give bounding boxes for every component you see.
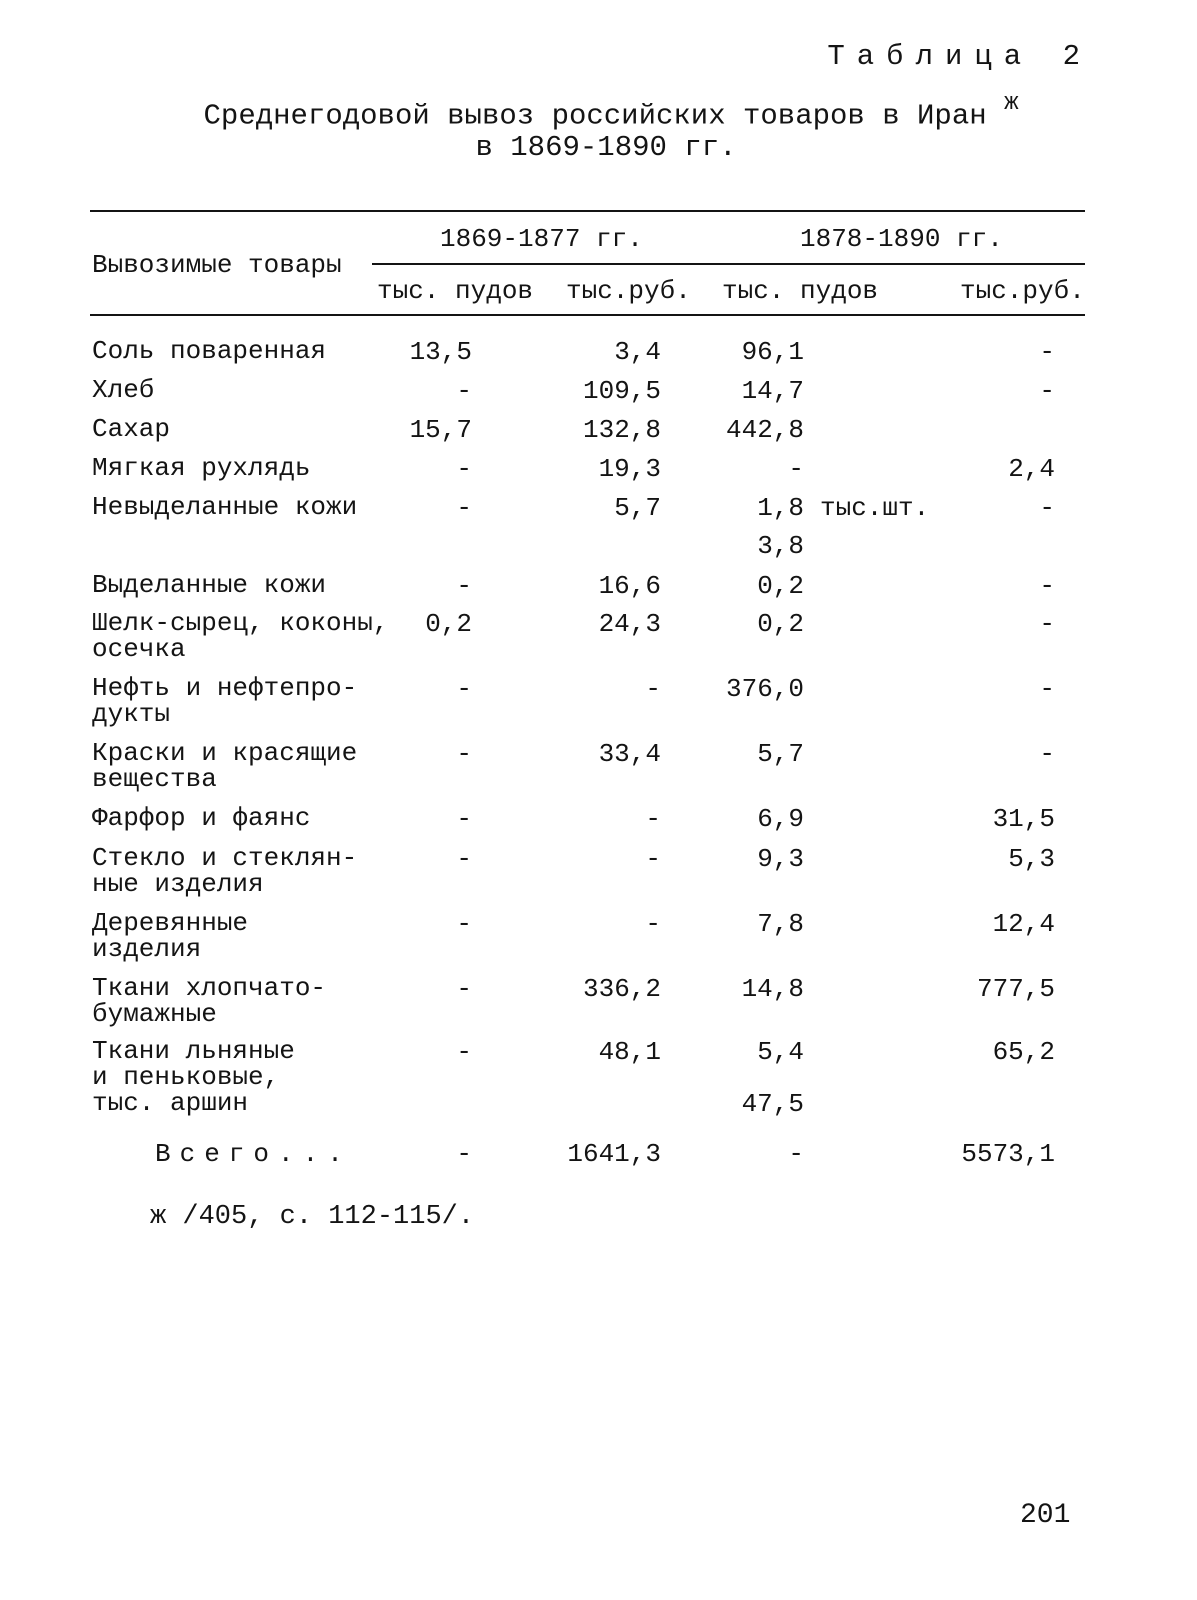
table-cell: 1,8 <box>757 493 804 523</box>
table-cell-extra: 3,8 <box>757 531 804 561</box>
table-cell: 442,8 <box>725 415 804 445</box>
row-label <box>92 494 357 520</box>
row-label <box>92 1038 295 1116</box>
table-cell: - <box>645 674 661 704</box>
row-label-line: Ткани льняные <box>92 1036 295 1066</box>
table-cell: 5,3 <box>1008 844 1055 874</box>
row-label <box>92 675 357 727</box>
table-cell: 6,9 <box>757 804 804 834</box>
table-cell: 5,4 <box>757 1037 804 1067</box>
table-cell: 14,8 <box>741 974 804 1004</box>
table-cell: - <box>1039 609 1055 639</box>
row-label-line: вещества <box>92 764 217 794</box>
table-cell: 336,2 <box>582 974 661 1004</box>
table-cell: - <box>645 909 661 939</box>
row-label-line: Выделанные кожи <box>92 570 327 600</box>
row-label <box>92 377 154 403</box>
row-label-line: Стекло и стеклян- <box>92 843 358 873</box>
table-cell: 19,3 <box>598 454 661 484</box>
row-label <box>92 845 357 897</box>
row-label <box>92 975 326 1027</box>
footnote: ж /405, с. 112-115/. <box>150 1202 475 1232</box>
table-cell: - <box>1039 376 1055 406</box>
table-cell: 14,7 <box>741 376 804 406</box>
table-cell: 7,8 <box>757 909 804 939</box>
table-cell: - <box>456 1037 472 1067</box>
table-cell: 777,5 <box>976 974 1055 1004</box>
table-cell: 12,4 <box>992 909 1055 939</box>
table-cell: - <box>1039 337 1055 367</box>
table-cell: 13,5 <box>409 337 472 367</box>
table-cell: - <box>1039 571 1055 601</box>
unit-note: тыс.шт. <box>820 493 930 523</box>
row-label <box>92 805 310 831</box>
row-label-line: Деревянные <box>92 908 249 938</box>
row-label-line: изделия <box>92 934 202 964</box>
table-cell: 132,8 <box>582 415 661 445</box>
row-label-line: Фарфор и фаянс <box>92 803 311 833</box>
table-cell: - <box>456 376 472 406</box>
title-line1: Среднегодовой вывоз российских товаров в Иран <box>203 99 987 133</box>
table-cell: 2,4 <box>1008 454 1055 484</box>
table-cell: 31,5 <box>992 804 1055 834</box>
table-cell: 33,4 <box>598 739 661 769</box>
header-period2: 1878-1890 гг. <box>800 224 1003 254</box>
row-label-line: ные изделия <box>92 869 264 899</box>
row-label-line: Нефть и нефтепро- <box>92 673 358 703</box>
table-cell: 5,7 <box>757 739 804 769</box>
row-label-line: Сахар <box>92 414 171 444</box>
row-label <box>92 610 388 662</box>
table-cell: 376,0 <box>725 674 804 704</box>
table-cell: - <box>1039 493 1055 523</box>
table-cell: 0,2 <box>757 571 804 601</box>
table-cell: 48,1 <box>598 1037 661 1067</box>
row-label <box>92 455 310 481</box>
row-label <box>92 740 357 792</box>
table-cell: - <box>456 674 472 704</box>
row-label <box>92 338 326 364</box>
row-label-line: осечка <box>92 634 186 664</box>
table-cell: 15,7 <box>409 415 472 445</box>
table-cell: - <box>1039 739 1055 769</box>
total-label: Всего... <box>155 1139 352 1169</box>
table-cell: - <box>456 909 472 939</box>
table-cell: - <box>645 804 661 834</box>
header-goods: Вывозимые товары <box>92 250 342 280</box>
header-unit-poods-2: тыс. пудов <box>722 276 879 306</box>
table-cell: 3,4 <box>614 337 661 367</box>
table-cell: - <box>1039 674 1055 704</box>
table-cell: 24,3 <box>598 609 661 639</box>
table-cell: 5,7 <box>614 493 661 523</box>
total-value: - <box>456 1139 472 1169</box>
page-number: 201 <box>1020 1500 1071 1531</box>
row-label-line: Мягкая рухлядь <box>92 453 311 483</box>
table-cell: 0,2 <box>757 609 804 639</box>
table-cell: - <box>456 571 472 601</box>
row-label-line: дукты <box>92 699 171 729</box>
total-value: 5573,1 <box>961 1139 1055 1169</box>
header-unit-poods-1: тыс. пудов <box>377 276 534 306</box>
row-label-line: Соль поваренная <box>92 336 327 366</box>
header-period1: 1869-1877 гг. <box>440 224 643 254</box>
row-label <box>92 910 248 962</box>
row-label-line: Шелк-сырец, коконы, <box>92 608 389 638</box>
header-unit-rub-2: тыс.руб. <box>960 276 1085 306</box>
table-cell: - <box>788 454 804 484</box>
table-cell: 96,1 <box>741 337 804 367</box>
table-cell: - <box>645 844 661 874</box>
table-cell: 16,6 <box>598 571 661 601</box>
row-label-line: и пеньковые, <box>92 1062 280 1092</box>
table-cell: - <box>456 974 472 1004</box>
table-label: Таблица 2 <box>827 40 1092 73</box>
top-rule <box>90 210 1085 212</box>
row-label-line: Краски и красящие <box>92 738 358 768</box>
total-value: 1641,3 <box>567 1139 661 1169</box>
footnote-mark: ж <box>1004 90 1019 117</box>
row-label-line: Ткани хлопчато- <box>92 973 327 1003</box>
table-cell: - <box>456 844 472 874</box>
header-unit-rub-1: тыс.руб. <box>566 276 691 306</box>
table-cell: - <box>456 493 472 523</box>
row-label <box>92 416 170 442</box>
row-label-line: бумажные <box>92 999 217 1029</box>
table-cell: 0,2 <box>425 609 472 639</box>
table-cell: - <box>456 454 472 484</box>
table-cell: 65,2 <box>992 1037 1055 1067</box>
table-cell: 109,5 <box>582 376 661 406</box>
row-label-line: Невыделанные кожи <box>92 492 358 522</box>
total-value: - <box>788 1139 804 1169</box>
row-label-line: Хлеб <box>92 375 155 405</box>
table-title-years: в 1869-1890 гг. <box>475 131 737 164</box>
header-mid-rule <box>372 263 1085 265</box>
table-cell: - <box>456 739 472 769</box>
row-label-line: тыс. аршин <box>92 1088 249 1118</box>
header-bottom-rule <box>90 314 1085 316</box>
row-label <box>92 572 326 598</box>
table-cell: - <box>456 804 472 834</box>
table-cell-extra: 47,5 <box>741 1089 804 1119</box>
table-cell: 9,3 <box>757 844 804 874</box>
